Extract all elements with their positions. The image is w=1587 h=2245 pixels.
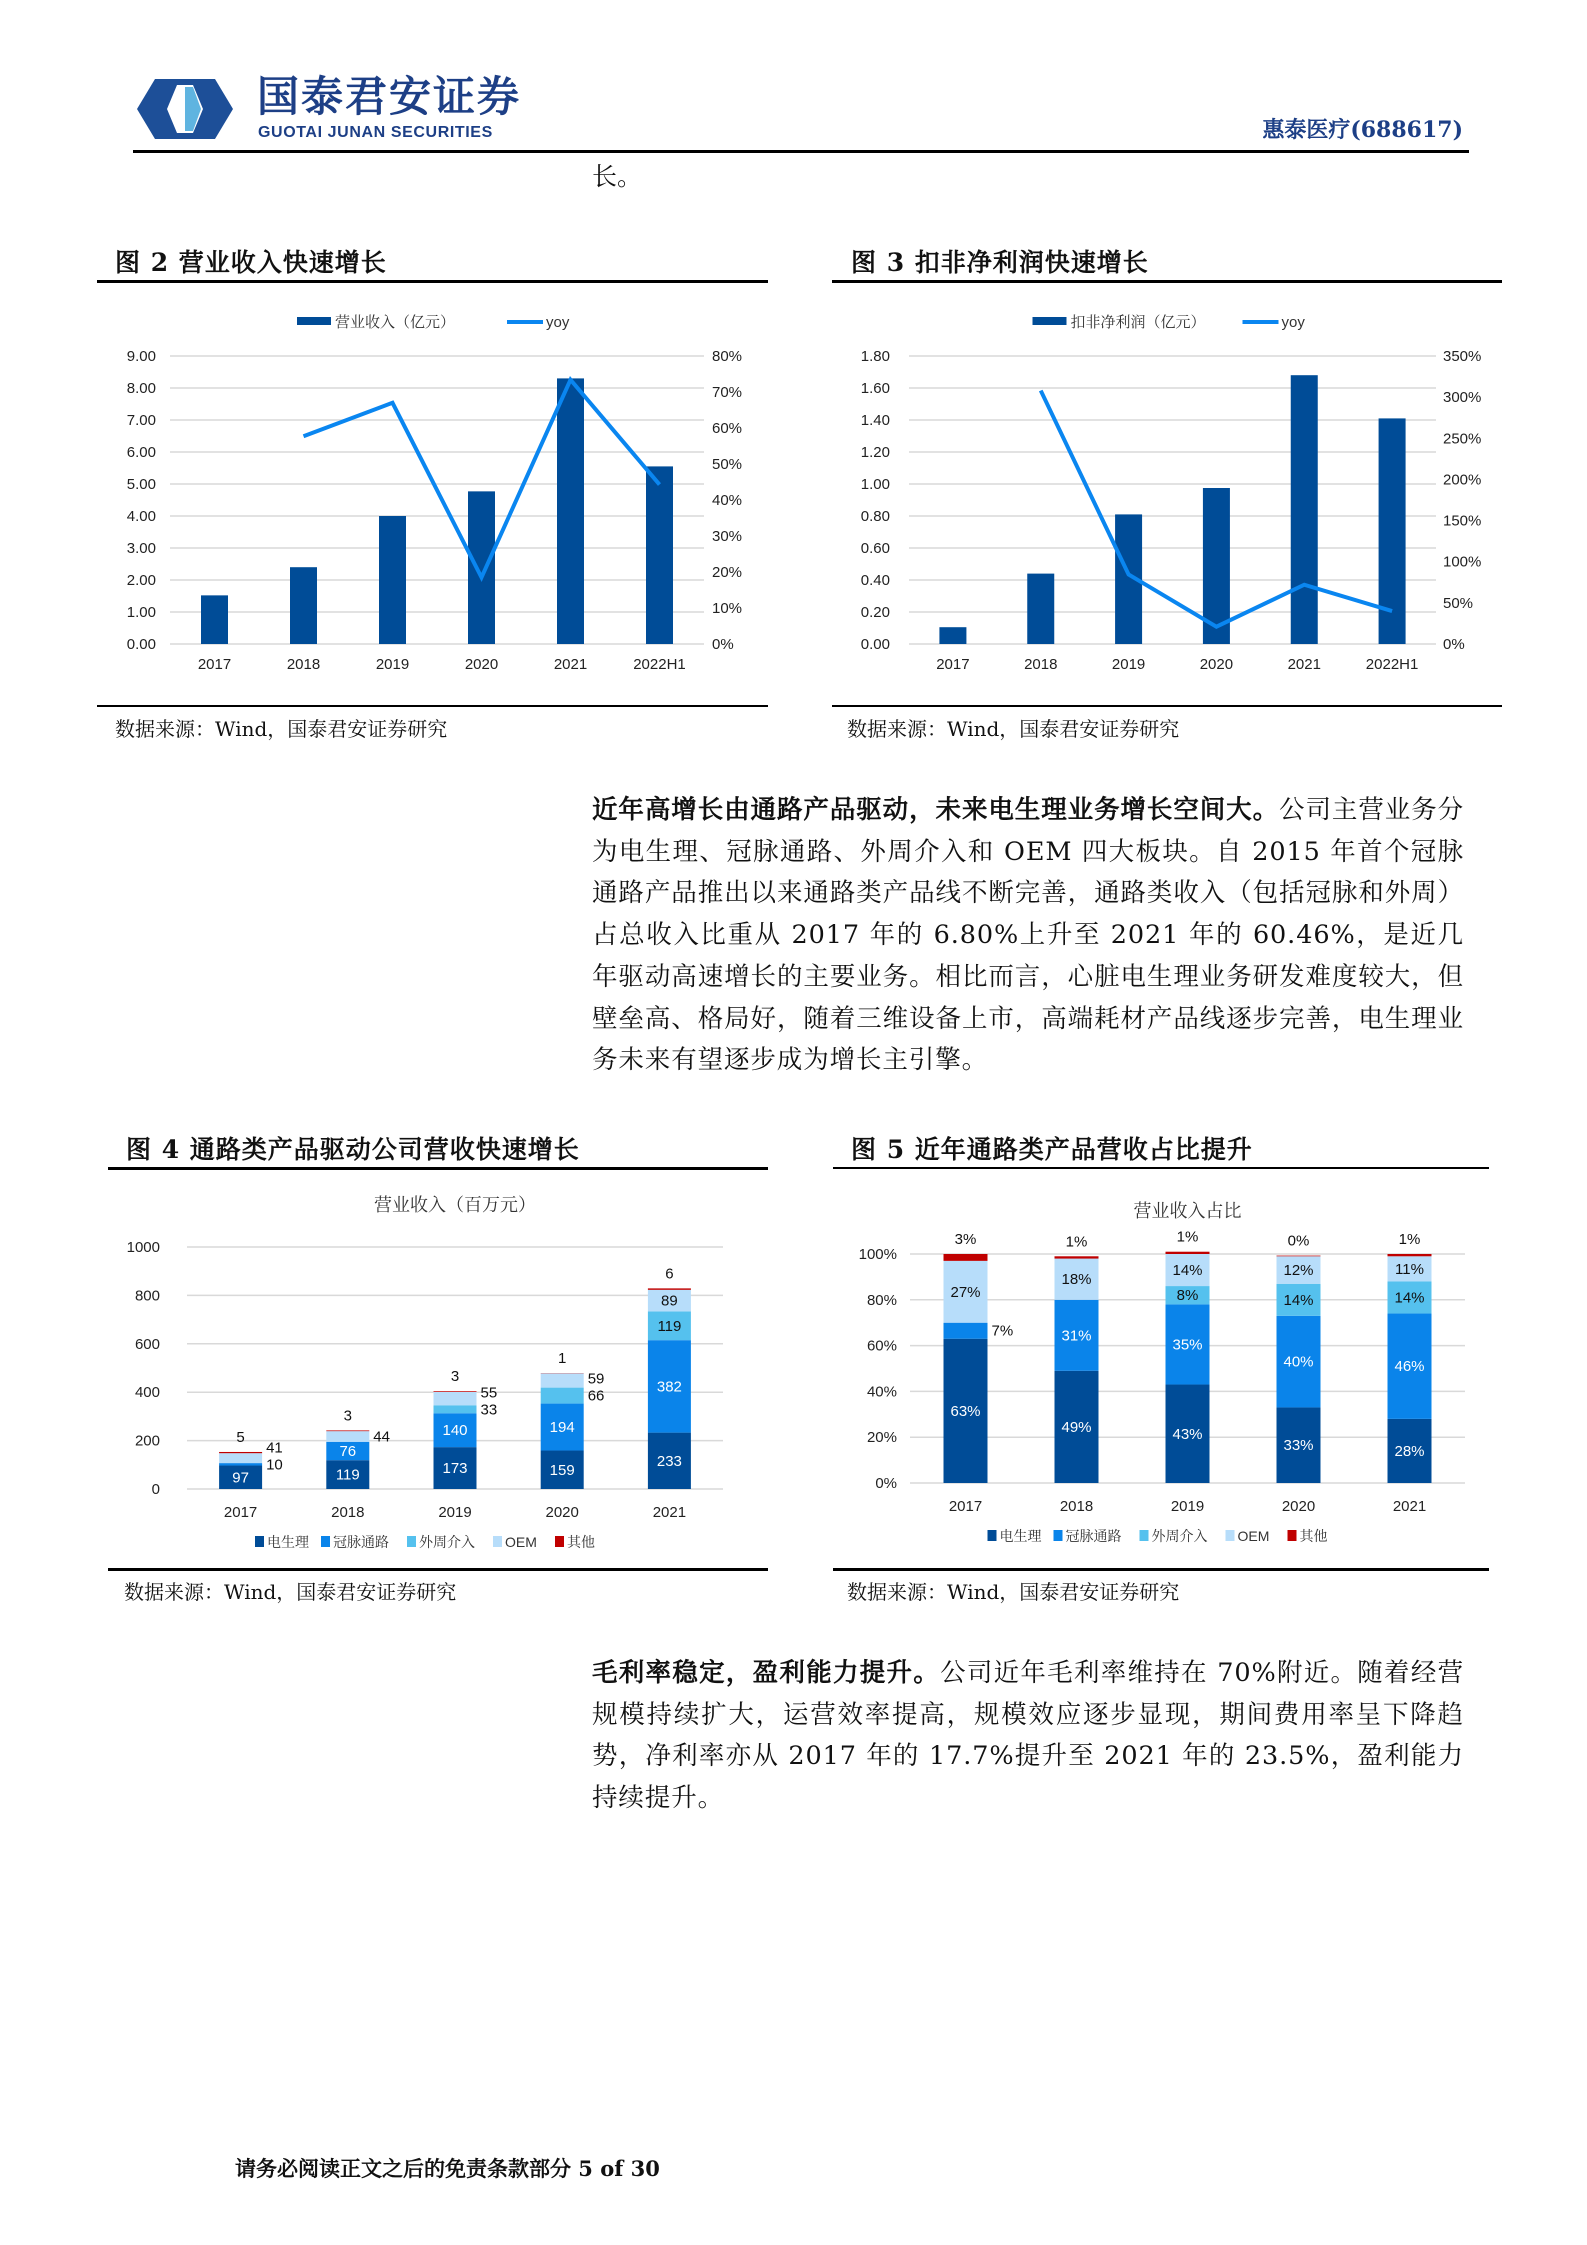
x-tick-label: 2018 bbox=[1024, 656, 1058, 673]
y-tick-label-right: 150% bbox=[1443, 512, 1482, 530]
y-tick-label-right: 50% bbox=[1443, 594, 1474, 612]
legend-label: 其他 bbox=[567, 1534, 595, 1550]
x-tick-label: 2021 bbox=[652, 1504, 687, 1521]
data-label: 1% bbox=[1065, 1233, 1088, 1251]
bar-segment-1 bbox=[219, 1463, 262, 1465]
stock-name: 惠泰医疗(688617) bbox=[1262, 117, 1463, 143]
y-tick-label-right: 30% bbox=[712, 528, 743, 545]
y-tick-label-right: 50% bbox=[712, 456, 743, 473]
y-tick-label-left: 1.40 bbox=[860, 412, 890, 429]
fig4-title: 图 4 通路类产品驱动公司营收快速增长 bbox=[126, 1135, 580, 1164]
y-tick-label: 0% bbox=[875, 1475, 897, 1492]
data-label: 159 bbox=[549, 1461, 575, 1479]
data-label: 119 bbox=[657, 1317, 682, 1335]
chart-title: 营业收入（百万元） bbox=[374, 1195, 536, 1215]
bar bbox=[1027, 574, 1054, 644]
fig2-top-rule bbox=[97, 280, 768, 283]
y-tick-label: 60% bbox=[866, 1337, 897, 1355]
fig2-title: 图 2 营业收入快速增长 bbox=[115, 248, 387, 277]
y-tick-label-left: 9.00 bbox=[126, 348, 156, 365]
y-tick-label-left: 5.00 bbox=[126, 476, 156, 493]
bar-segment-4 bbox=[326, 1430, 369, 1431]
y-tick-label: 100% bbox=[858, 1246, 897, 1263]
y-tick-label-right: 200% bbox=[1443, 471, 1482, 489]
x-tick-label: 2019 bbox=[375, 656, 410, 673]
y-tick-label-left: 7.00 bbox=[126, 412, 156, 429]
data-label: 76 bbox=[339, 1443, 357, 1461]
legend-label: 冠脉通路 bbox=[333, 1534, 389, 1550]
paragraph-profitability bbox=[592, 1653, 1464, 1820]
y-tick-label: 80% bbox=[866, 1291, 897, 1309]
data-label: 46% bbox=[1394, 1358, 1425, 1376]
y-tick-label-left: 1.80 bbox=[860, 348, 890, 365]
x-tick-label: 2017 bbox=[936, 656, 970, 673]
legend-swatch-bar bbox=[1033, 317, 1067, 325]
bar bbox=[468, 491, 495, 644]
y-tick-label-left: 1.00 bbox=[126, 604, 156, 621]
legend-swatch bbox=[407, 1536, 416, 1547]
x-tick-label: 2022H1 bbox=[633, 656, 686, 673]
legend-swatch bbox=[1140, 1530, 1149, 1541]
data-label: 27% bbox=[950, 1283, 981, 1301]
data-label: 3 bbox=[343, 1407, 352, 1425]
fig4-chart bbox=[108, 1185, 768, 1565]
data-label: 194 bbox=[549, 1419, 575, 1437]
y-tick-label-left: 3.00 bbox=[126, 540, 156, 557]
legend-label-bar: 营业收入（亿元） bbox=[335, 314, 456, 331]
bar-segment-4 bbox=[648, 1288, 691, 1289]
data-label: 0% bbox=[1287, 1232, 1310, 1250]
chart-title: 营业收入占比 bbox=[1133, 1201, 1242, 1221]
data-label: 12% bbox=[1283, 1262, 1314, 1280]
data-label: 119 bbox=[335, 1466, 360, 1484]
data-label: 10 bbox=[266, 1456, 283, 1474]
data-label: 31% bbox=[1061, 1327, 1092, 1345]
data-label: 173 bbox=[442, 1460, 468, 1478]
legend-swatch bbox=[493, 1536, 502, 1547]
x-tick-label: 2020 bbox=[545, 1504, 579, 1521]
bar-segment-3 bbox=[434, 1392, 477, 1405]
legend-label: 电生理 bbox=[267, 1534, 309, 1550]
bar-segment-4 bbox=[1388, 1254, 1432, 1256]
data-label: 1% bbox=[1398, 1231, 1421, 1248]
y-tick-label-right: 10% bbox=[712, 600, 743, 617]
bar bbox=[557, 378, 584, 644]
bar bbox=[1291, 375, 1318, 644]
legend-swatch bbox=[1054, 1530, 1063, 1541]
legend-swatch bbox=[255, 1536, 264, 1547]
bar bbox=[939, 627, 966, 644]
y-tick-label-left: 0.20 bbox=[860, 604, 890, 621]
bar-segment-4 bbox=[944, 1254, 988, 1261]
y-tick-label-left: 1.20 bbox=[860, 444, 890, 461]
fig5-source: 数据来源：Wind，国泰君安证券研究 bbox=[847, 1580, 1180, 1604]
data-label: 41 bbox=[266, 1439, 283, 1457]
y-tick-label: 400 bbox=[134, 1384, 160, 1402]
bar-segment-2 bbox=[434, 1405, 477, 1413]
data-label: 40% bbox=[1283, 1353, 1314, 1371]
data-label: 14% bbox=[1394, 1289, 1425, 1307]
data-label: 1% bbox=[1176, 1228, 1199, 1246]
data-label: 33 bbox=[480, 1401, 498, 1419]
y-tick-label-left: 4.00 bbox=[126, 508, 156, 525]
y-tick-label: 40% bbox=[866, 1383, 897, 1401]
legend-swatch bbox=[988, 1530, 997, 1541]
y-tick-label: 1000 bbox=[126, 1239, 160, 1256]
data-label: 382 bbox=[656, 1378, 682, 1396]
y-tick-label-right: 60% bbox=[712, 420, 743, 437]
data-label: 97 bbox=[232, 1469, 249, 1487]
bar-segment-1 bbox=[944, 1323, 988, 1339]
data-label: 140 bbox=[442, 1422, 468, 1440]
fig5-top-rule bbox=[833, 1167, 1489, 1169]
x-tick-label: 2017 bbox=[223, 1504, 258, 1521]
page-footer: 请务必阅读正文之后的免责条款部分 5 of 30 bbox=[235, 2156, 660, 2181]
legend-label: 其他 bbox=[1299, 1528, 1328, 1544]
legend-label: 冠脉通路 bbox=[1065, 1528, 1122, 1544]
data-label: 233 bbox=[656, 1452, 682, 1470]
data-label: 35% bbox=[1172, 1336, 1203, 1354]
x-tick-label: 2021 bbox=[1287, 656, 1321, 673]
x-tick-label: 2020 bbox=[464, 656, 499, 673]
fig5-title: 图 5 近年通路类产品营收占比提升 bbox=[851, 1135, 1253, 1164]
legend-label: OEM bbox=[505, 1534, 537, 1550]
y-tick-label-right: 350% bbox=[1443, 348, 1482, 365]
y-tick-label-right: 0% bbox=[1443, 636, 1465, 653]
y-tick-label-right: 100% bbox=[1443, 553, 1482, 571]
x-tick-label: 2021 bbox=[1392, 1498, 1427, 1515]
legend-swatch bbox=[555, 1536, 564, 1547]
logo-text-cn: 国泰君安证券 bbox=[257, 72, 522, 121]
y-tick-label-left: 8.00 bbox=[126, 380, 156, 397]
data-label: 49% bbox=[1061, 1418, 1092, 1436]
y-tick-label-right: 80% bbox=[712, 348, 743, 365]
logo-emblem-icon bbox=[137, 79, 233, 139]
fig2-source: 数据来源：Wind，国泰君安证券研究 bbox=[115, 717, 448, 741]
x-tick-label: 2022H1 bbox=[1365, 656, 1419, 673]
data-label: 63% bbox=[950, 1402, 981, 1420]
y-tick-label-left: 2.00 bbox=[126, 572, 156, 589]
x-tick-label: 2019 bbox=[1170, 1498, 1205, 1515]
data-label: 43% bbox=[1172, 1425, 1203, 1443]
x-tick-label: 2018 bbox=[331, 1504, 365, 1521]
bar-segment-3 bbox=[541, 1373, 584, 1387]
x-tick-label: 2018 bbox=[1059, 1498, 1094, 1515]
y-tick-label-left: 6.00 bbox=[126, 444, 156, 461]
data-label: 1 bbox=[558, 1350, 567, 1368]
x-tick-label: 2018 bbox=[286, 656, 321, 673]
x-tick-label: 2020 bbox=[1281, 1498, 1316, 1515]
legend-label-line: yoy bbox=[546, 314, 570, 331]
paragraph-body: 公司近年毛利率维持在 70%附近。随着经营规模持续扩大，运营效率提高，规模效应逐步显现，期间费用率呈下降趋势，净利率亦从 2017 年的 17.7%提升至 2021 年的 23.5%，盈利能力持续提升。 bbox=[592, 1658, 1465, 1814]
bar bbox=[201, 595, 228, 644]
x-tick-label: 2017 bbox=[948, 1498, 983, 1515]
bar-segment-4 bbox=[434, 1391, 477, 1392]
y-tick-label-right: 250% bbox=[1443, 430, 1482, 448]
legend-label-bar: 扣非净利润（亿元） bbox=[1070, 314, 1206, 331]
logo bbox=[137, 79, 233, 139]
bar-segment-4 bbox=[1277, 1256, 1321, 1257]
y-tick-label: 0 bbox=[151, 1481, 160, 1498]
legend-label: OEM bbox=[1237, 1528, 1270, 1544]
logo-text-en: GUOTAI JUNAN SECURITIES bbox=[258, 124, 493, 141]
bar bbox=[379, 516, 406, 644]
y-tick-label: 200 bbox=[134, 1432, 160, 1450]
x-tick-label: 2020 bbox=[1199, 656, 1234, 673]
fig2-chart bbox=[97, 295, 769, 695]
paragraph-body: 公司主营业务分为电生理、冠脉通路、外周介入和 OEM 四大板块。自 2015 年首个冠脉通路产品推出以来通路类产品线不断完善，通路类收入（包括冠脉和外周）占总收入比重从 2017 年的 6.80%上升至 2021 年的 60.46%，是近几年驱动高速增长的主要业务。相比而言，心脏电生理业务研发难度较大，但壁垒高、格局好，随着三维设备上市，高端耗材产品线逐步完善，电生理业务未来有望逐步成为增长主引擎。 bbox=[592, 795, 1464, 1076]
y-tick-label: 600 bbox=[134, 1335, 160, 1353]
y-tick-label-right: 20% bbox=[712, 564, 743, 581]
fig5-chart bbox=[833, 1185, 1489, 1565]
y-tick-label: 800 bbox=[134, 1287, 160, 1305]
legend-label: 电生理 bbox=[999, 1528, 1042, 1544]
bar-segment-3 bbox=[219, 1453, 262, 1463]
fig3-top-rule bbox=[832, 280, 1502, 283]
legend-swatch bbox=[321, 1536, 330, 1547]
x-tick-label: 2019 bbox=[438, 1504, 472, 1521]
y-tick-label-left: 0.40 bbox=[860, 572, 890, 589]
header-divider bbox=[133, 150, 1469, 153]
fig4-source: 数据来源：Wind，国泰君安证券研究 bbox=[124, 1580, 457, 1604]
fig3-source: 数据来源：Wind，国泰君安证券研究 bbox=[847, 717, 1180, 741]
fig3-bottom-rule bbox=[832, 705, 1502, 707]
data-label: 14% bbox=[1283, 1291, 1314, 1309]
data-label: 5 bbox=[236, 1428, 245, 1446]
fig5-bottom-rule bbox=[833, 1568, 1489, 1571]
legend-label: 外周介入 bbox=[419, 1534, 475, 1550]
data-label: 59 bbox=[587, 1370, 605, 1388]
data-label: 8% bbox=[1176, 1287, 1199, 1305]
y-tick-label-left: 0.60 bbox=[860, 540, 890, 557]
carryover-text: 长。 bbox=[592, 162, 643, 191]
bar-segment-4 bbox=[219, 1452, 262, 1453]
y-tick-label-right: 70% bbox=[712, 384, 743, 401]
legend-swatch-bar bbox=[297, 317, 331, 325]
data-label: 6 bbox=[665, 1265, 674, 1283]
legend-swatch bbox=[1226, 1530, 1235, 1541]
data-label: 3 bbox=[450, 1368, 460, 1386]
y-tick-label-left: 1.60 bbox=[860, 380, 890, 397]
paragraph-revenue-drivers bbox=[592, 790, 1464, 1082]
data-label: 89 bbox=[661, 1292, 678, 1310]
data-label: 28% bbox=[1394, 1442, 1425, 1460]
y-tick-label: 20% bbox=[866, 1429, 897, 1447]
bar-segment-2 bbox=[541, 1388, 584, 1404]
fig3-chart bbox=[832, 295, 1502, 695]
y-tick-label-right: 0% bbox=[712, 636, 734, 653]
y-tick-label-left: 0.80 bbox=[860, 508, 890, 525]
y-tick-label-left: 1.00 bbox=[860, 476, 890, 493]
paragraph-lead: 近年高增长由通路产品驱动，未来电生理业务增长空间大。 bbox=[592, 795, 1280, 825]
data-label: 55 bbox=[480, 1384, 498, 1402]
x-tick-label: 2019 bbox=[1111, 656, 1146, 673]
data-label: 18% bbox=[1061, 1271, 1092, 1289]
fig2-bottom-rule bbox=[97, 705, 768, 707]
x-tick-label: 2017 bbox=[197, 656, 232, 673]
y-tick-label-right: 300% bbox=[1443, 389, 1482, 407]
fig3-title: 图 3 扣非净利润快速增长 bbox=[851, 248, 1149, 277]
data-label: 3% bbox=[954, 1231, 977, 1248]
data-label: 66 bbox=[587, 1387, 605, 1405]
data-label: 44 bbox=[373, 1428, 390, 1446]
legend-label-line: yoy bbox=[1281, 314, 1305, 331]
bar-segment-3 bbox=[326, 1431, 369, 1442]
legend-swatch bbox=[1288, 1530, 1297, 1541]
data-label: 11% bbox=[1395, 1260, 1424, 1278]
legend-label: 外周介入 bbox=[1151, 1528, 1208, 1544]
data-label: 7% bbox=[991, 1322, 1014, 1340]
data-label: 14% bbox=[1172, 1262, 1203, 1280]
data-label: 33% bbox=[1283, 1437, 1314, 1455]
x-tick-label: 2021 bbox=[553, 656, 588, 673]
y-tick-label-right: 40% bbox=[712, 492, 743, 509]
bar-segment-4 bbox=[1055, 1256, 1099, 1258]
y-tick-label-left: 0.00 bbox=[860, 636, 890, 653]
fig4-bottom-rule bbox=[108, 1568, 768, 1571]
bar bbox=[290, 567, 317, 644]
paragraph-lead: 毛利率稳定，盈利能力提升。 bbox=[592, 1658, 941, 1688]
bar-segment-4 bbox=[1166, 1252, 1210, 1254]
y-tick-label-left: 0.00 bbox=[126, 636, 156, 653]
fig4-top-rule bbox=[108, 1167, 768, 1170]
bar bbox=[646, 466, 673, 644]
